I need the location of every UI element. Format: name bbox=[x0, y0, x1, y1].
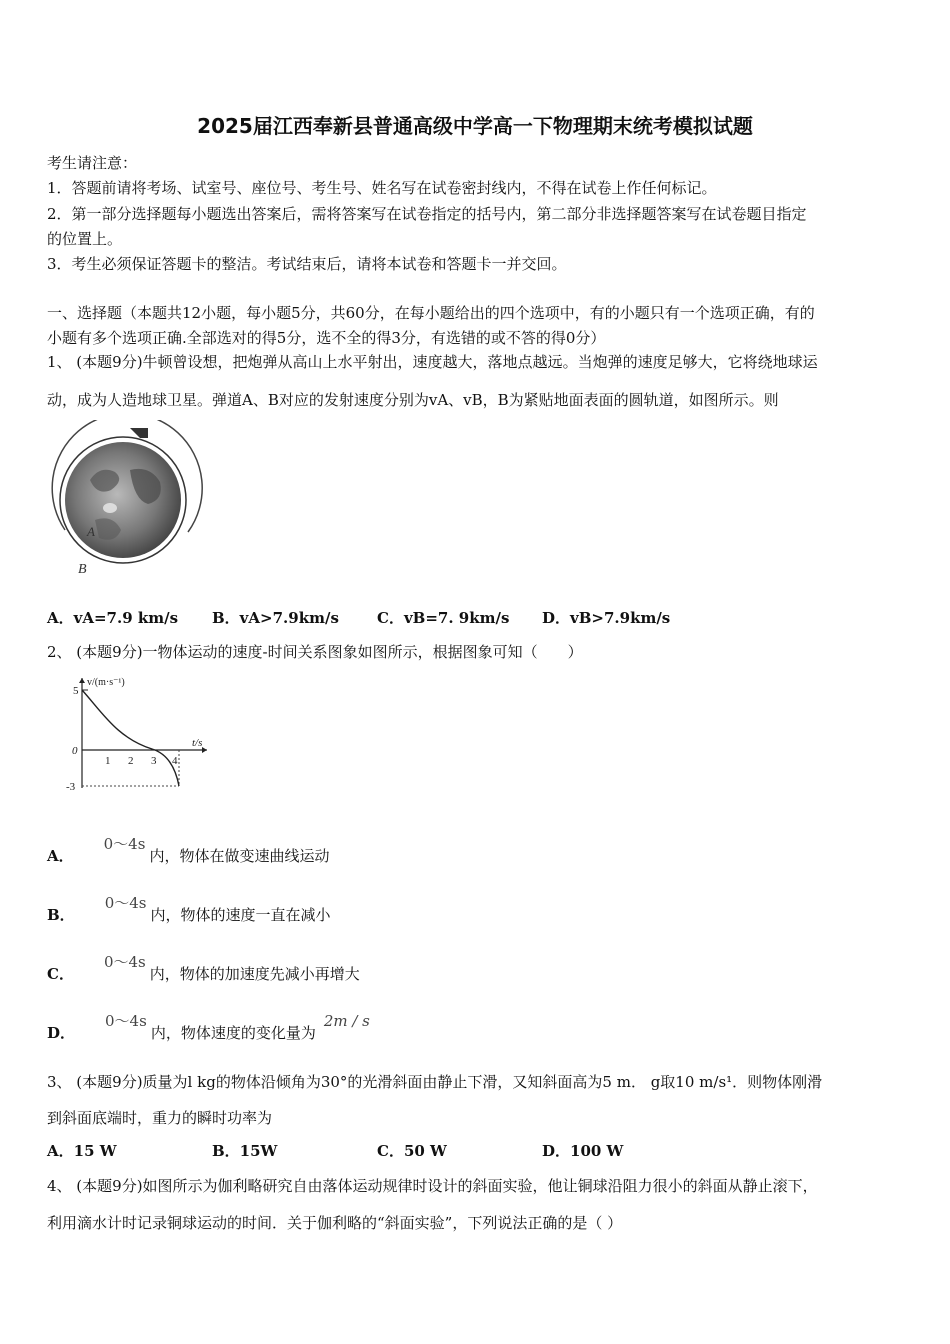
graph-ytick-0: 0 bbox=[72, 745, 78, 757]
notice-item-1: 1．答题前请将考场、试室号、座位号、考生号、姓名写在试卷密封线内，不得在试卷上作任何标记。 bbox=[47, 179, 717, 197]
q2-stem: 2、 (本题9分)一物体运动的速度-时间关系图象如图所示，根据图象可知（ ） bbox=[47, 643, 583, 661]
q1-choice-b[interactable]: B．vA>7.9km/s bbox=[212, 609, 339, 627]
graph-x-label: t/s bbox=[192, 737, 203, 749]
q1-choice-c[interactable]: C．vB=7. 9km/s bbox=[377, 609, 510, 627]
notice-item-2: 2．第一部分选择题每小题选出答案后，需将答案写在试卷指定的括号内，第二部分非选择题答案写在试卷题目指定 bbox=[47, 205, 807, 223]
q4-stem-line2: 利用滴水计时记录铜球运动的时间．关于伽利略的“斜面实验”，下列说法正确的是（ ） bbox=[47, 1214, 623, 1232]
q3-stem-line1: 3、 (本题9分)质量为l kg的物体沿倾角为30°的光滑斜面由静止下滑，又知斜面高为5 m． g取10 m/s¹．则物体刚滑 bbox=[47, 1073, 823, 1091]
mountain-cannon-icon bbox=[130, 428, 148, 438]
q3-stem-line2: 到斜面底端时，重力的瞬时功率为 bbox=[47, 1109, 273, 1127]
q3-choice-d[interactable]: D．100 W bbox=[542, 1142, 624, 1160]
orbit-label-b: B bbox=[78, 562, 87, 577]
graph-xtick-3: 3 bbox=[151, 755, 157, 767]
q1-choice-a[interactable]: A．vA=7.9 km/s bbox=[47, 609, 179, 627]
q2-delta-v-value: 2m / s bbox=[323, 1012, 370, 1030]
graph-y-label: v/(m·s⁻¹) bbox=[87, 677, 125, 688]
q4-stem-line1: 4、 (本题9分)如图所示为伽利略研究自由落体运动规律时设计的斜面实验，他让铜球沿阻力很小的斜面从静止滚下， bbox=[47, 1177, 818, 1195]
q2-option-d[interactable]: D．0～4s内，物体速度的变化量为2m / s bbox=[47, 1012, 370, 1042]
q1-stem-line1: 1、 (本题9分)牛顿曾设想，把炮弹从高山上水平射出，速度越大，落地点越远。当炮弹的速度足够大，它将绕地球运 bbox=[47, 353, 818, 371]
q2-option-a[interactable]: A．0～4s内，物体在做变速曲线运动 bbox=[47, 835, 330, 865]
velocity-time-graph bbox=[62, 672, 217, 794]
q1-stem-line2: 动，成为人造地球卫星。弹道A、B对应的发射速度分别为vA、vB，B为紧贴地面表面的圆轨道，如图所示。则 bbox=[47, 391, 779, 409]
q3-choice-b[interactable]: B．15W bbox=[212, 1142, 278, 1160]
section-instructions-1: 一、选择题（本题共12小题，每小题5分，共60分，在每小题给出的四个选项中，有的小题只有一个选项正确，有的 bbox=[47, 304, 815, 322]
page-title: 2025届江西奉新县普通高级中学高一下物理期末统考模拟试题 bbox=[197, 114, 753, 138]
section-instructions-2: 小题有多个选项正确.全部选对的得5分，选不全的得3分，有选错的或不答的得0分） bbox=[47, 329, 606, 347]
graph-ytick-neg3: -3 bbox=[66, 781, 76, 793]
q1-choice-d[interactable]: D．vB>7.9km/s bbox=[542, 609, 671, 627]
earth-globe bbox=[65, 442, 181, 558]
notice-item-2-cont: 的位置上。 bbox=[47, 230, 123, 248]
graph-ytick-5: 5 bbox=[73, 685, 79, 697]
q3-choice-c[interactable]: C．50 W bbox=[377, 1142, 447, 1160]
orbit-label-a: A bbox=[87, 524, 95, 539]
q2-option-c[interactable]: C．0～4s内，物体的加速度先减小再增大 bbox=[47, 953, 360, 983]
q2-option-b[interactable]: B．0～4s内，物体的速度一直在减小 bbox=[47, 894, 331, 924]
earth-orbit-figure bbox=[50, 420, 215, 580]
velocity-curve bbox=[82, 690, 179, 786]
notice-heading: 考生请注意： bbox=[47, 154, 138, 172]
q3-choices bbox=[47, 1140, 707, 1161]
q3-choice-a[interactable]: A．15 W bbox=[47, 1142, 117, 1160]
graph-xtick-2: 2 bbox=[128, 755, 134, 767]
notice-item-3: 3．考生必须保证答题卡的整洁。考试结束后，请将本试卷和答题卡一并交回。 bbox=[47, 255, 567, 273]
graph-xtick-4: 4 bbox=[172, 755, 178, 767]
graph-xtick-1: 1 bbox=[105, 755, 111, 767]
q1-choices bbox=[47, 607, 707, 628]
